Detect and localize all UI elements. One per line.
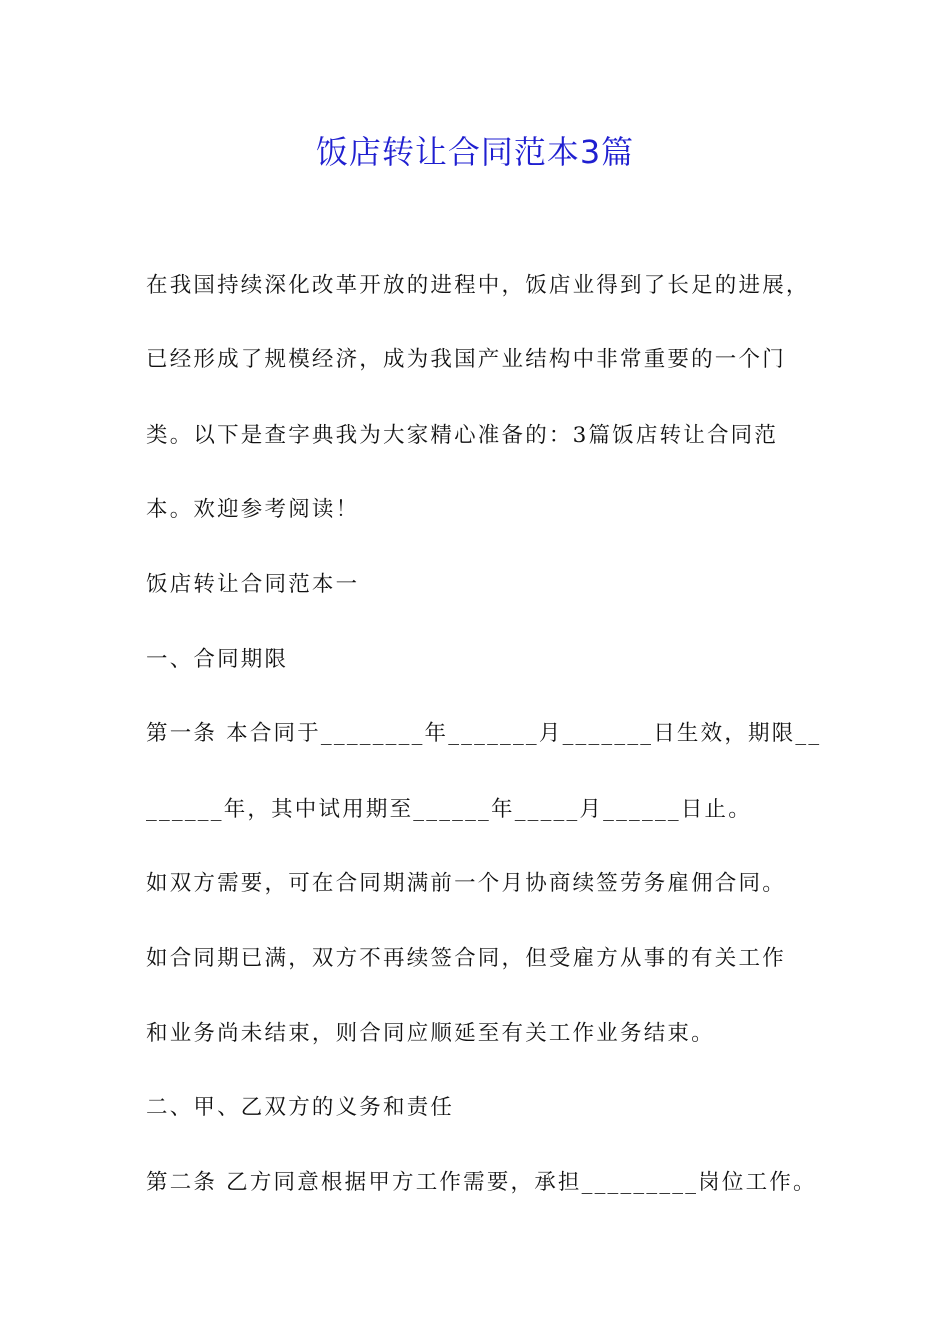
paragraph-line-4: 本。欢迎参考阅读！	[146, 497, 360, 522]
section-heading-contract-one: 饭店转让合同范本一	[146, 572, 360, 597]
paragraph-line-1: 在我国持续深化改革开放的进程中，饭店业得到了长足的进展，	[146, 273, 810, 298]
paragraph-line-3: 类。以下是查字典我为大家精心准备的：3篇饭店转让合同范	[146, 423, 779, 448]
article-one-line-1: 第一条 本合同于________年_______月_______日生效，期限__	[146, 721, 822, 746]
article-two-line: 第二条 乙方同意根据甲方工作需要，承担_________岗位工作。	[146, 1170, 817, 1195]
expiry-paragraph-line-2: 和业务尚未结束，则合同应顺延至有关工作业务结束。	[146, 1021, 715, 1046]
section-heading-term: 一、合同期限	[146, 647, 289, 672]
paragraph-line-2: 已经形成了规模经济，成为我国产业结构中非常重要的一个门	[146, 347, 786, 372]
article-one-line-2: ______年，其中试用期至______年_____月______日止。	[146, 797, 752, 822]
document-title: 饭店转让合同范本3篇	[315, 133, 635, 171]
section-heading-obligations: 二、甲、乙双方的义务和责任	[146, 1095, 455, 1120]
renewal-paragraph-line: 如双方需要，可在合同期满前一个月协商续签劳务雇佣合同。	[146, 871, 786, 896]
expiry-paragraph-line-1: 如合同期已满，双方不再续签合同，但受雇方从事的有关工作	[146, 946, 786, 971]
